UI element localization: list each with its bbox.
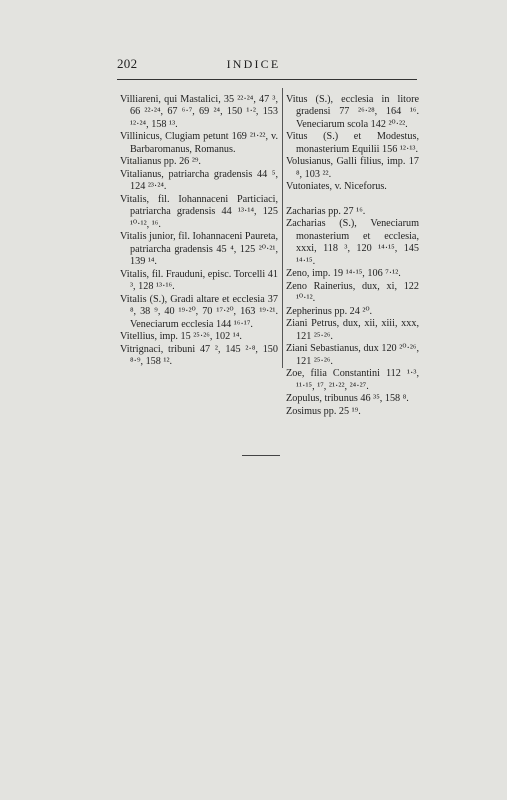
index-entry: Ziani Petrus, dux, xii, xiii, xxx, 121 ²⁵·²⁶. <box>286 318 419 342</box>
index-entry: Volusianus, Galli filius, imp. 17 ⁸, 103 ²². <box>286 156 419 180</box>
index-entry: Vutoniates, v. Niceforus. <box>286 181 387 193</box>
index-entry: Vitus (S.) et Modestus, monasterium Equilii 156 ¹²·¹³. <box>286 131 419 155</box>
page-number: 202 <box>117 56 138 71</box>
end-rule <box>242 455 280 456</box>
index-entry: Vitellius, imp. 15 ²⁵·²⁶, 102 ¹⁴. <box>120 331 242 343</box>
running-head: INDICE <box>226 57 281 71</box>
index-entry: Vitalis, fil. Frauduni, episc. Torcelli 41 ³, 128 ¹³·¹⁶. <box>120 268 278 293</box>
index-entry: Vitalianus, patriarcha gradensis 44 ⁵, 124 ²³·²⁴. <box>120 169 278 193</box>
index-entry: Zeno Rainerius, dux, xi, 122 ¹⁰·¹². <box>286 280 419 305</box>
index-entry: Villiareni, qui Mastalici, 35 ²²·²⁴, 47 ³, 66 ²²·²⁴, 67 ⁶·⁷, 69 ²⁴, 150 ¹·², 153 ¹²·²⁴, 158 ¹³. <box>120 94 278 130</box>
column-divider <box>282 88 283 368</box>
index-entry: Zacharias (S.), Veneciarum monasterium et ecclesia, xxxi, 118 ³, 120 ¹⁴·¹⁵, 145 ¹⁴·¹⁵. <box>286 218 419 267</box>
index-entry: Vitalis junior, fil. Iohannaceni Paureta, patriarcha gradensis 45 ⁴, 125 ²⁰·²¹, 139 ¹⁴. <box>120 231 278 268</box>
index-entry: Vitalis, fil. Iohannaceni Particiaci, patriarcha gradensis 44 ¹³·¹⁴, 125 ¹⁰·¹², ¹⁶. <box>120 194 278 230</box>
index-entry: Zoe, filia Constantini 112 ¹·³, ¹¹·¹⁵, ¹⁷, ²¹·²², ²⁴·²⁷. <box>286 368 419 392</box>
index-entry: Vitalianus pp. 26 ²⁹. <box>120 156 201 168</box>
index-entry: Zopulus, tribunus 46 ³⁵, 158 ⁸. <box>286 393 409 405</box>
index-entry: Vitalis (S.), Gradi altare et ecclesia 37 ⁸, 38 ⁹, 40 ¹⁹·²⁰, 70 ¹⁷·²⁰, 163 ¹⁹·²¹. Veneciarum ecclesia 144 ¹⁶·¹⁷. <box>120 293 278 330</box>
index-entry: Vitrignaci, tribuni 47 ², 145 ²·⁸, 150 ⁸·⁹, 158 ¹². <box>120 343 278 368</box>
index-entry: Zeno, imp. 19 ¹⁴·¹⁵, 106 ⁷·¹². <box>286 268 401 280</box>
index-entry: Villinicus, Clugiam petunt 169 ²¹·²², v. Barbaromanus, Romanus. <box>120 131 278 155</box>
header-rule <box>117 79 417 80</box>
index-column-left <box>120 94 278 369</box>
index-entry: Vitus (S.), ecclesia in litore gradensi 77 ²⁶·²⁸, 164 ¹⁶. Veneciarum scola 142 ²⁰·²². <box>286 94 419 130</box>
index-entry: Zepherinus pp. 24 ²⁰. <box>286 305 373 317</box>
index-entry: Ziani Sebastianus, dux 120 ²⁰·²⁶, 121 ²⁵·²⁶. <box>286 343 419 367</box>
index-entry: Zacharias pp. 27 ¹⁶. <box>286 205 366 217</box>
index-column-right <box>286 94 419 419</box>
index-entry: Zosimus pp. 25 ¹⁹. <box>286 406 361 417</box>
